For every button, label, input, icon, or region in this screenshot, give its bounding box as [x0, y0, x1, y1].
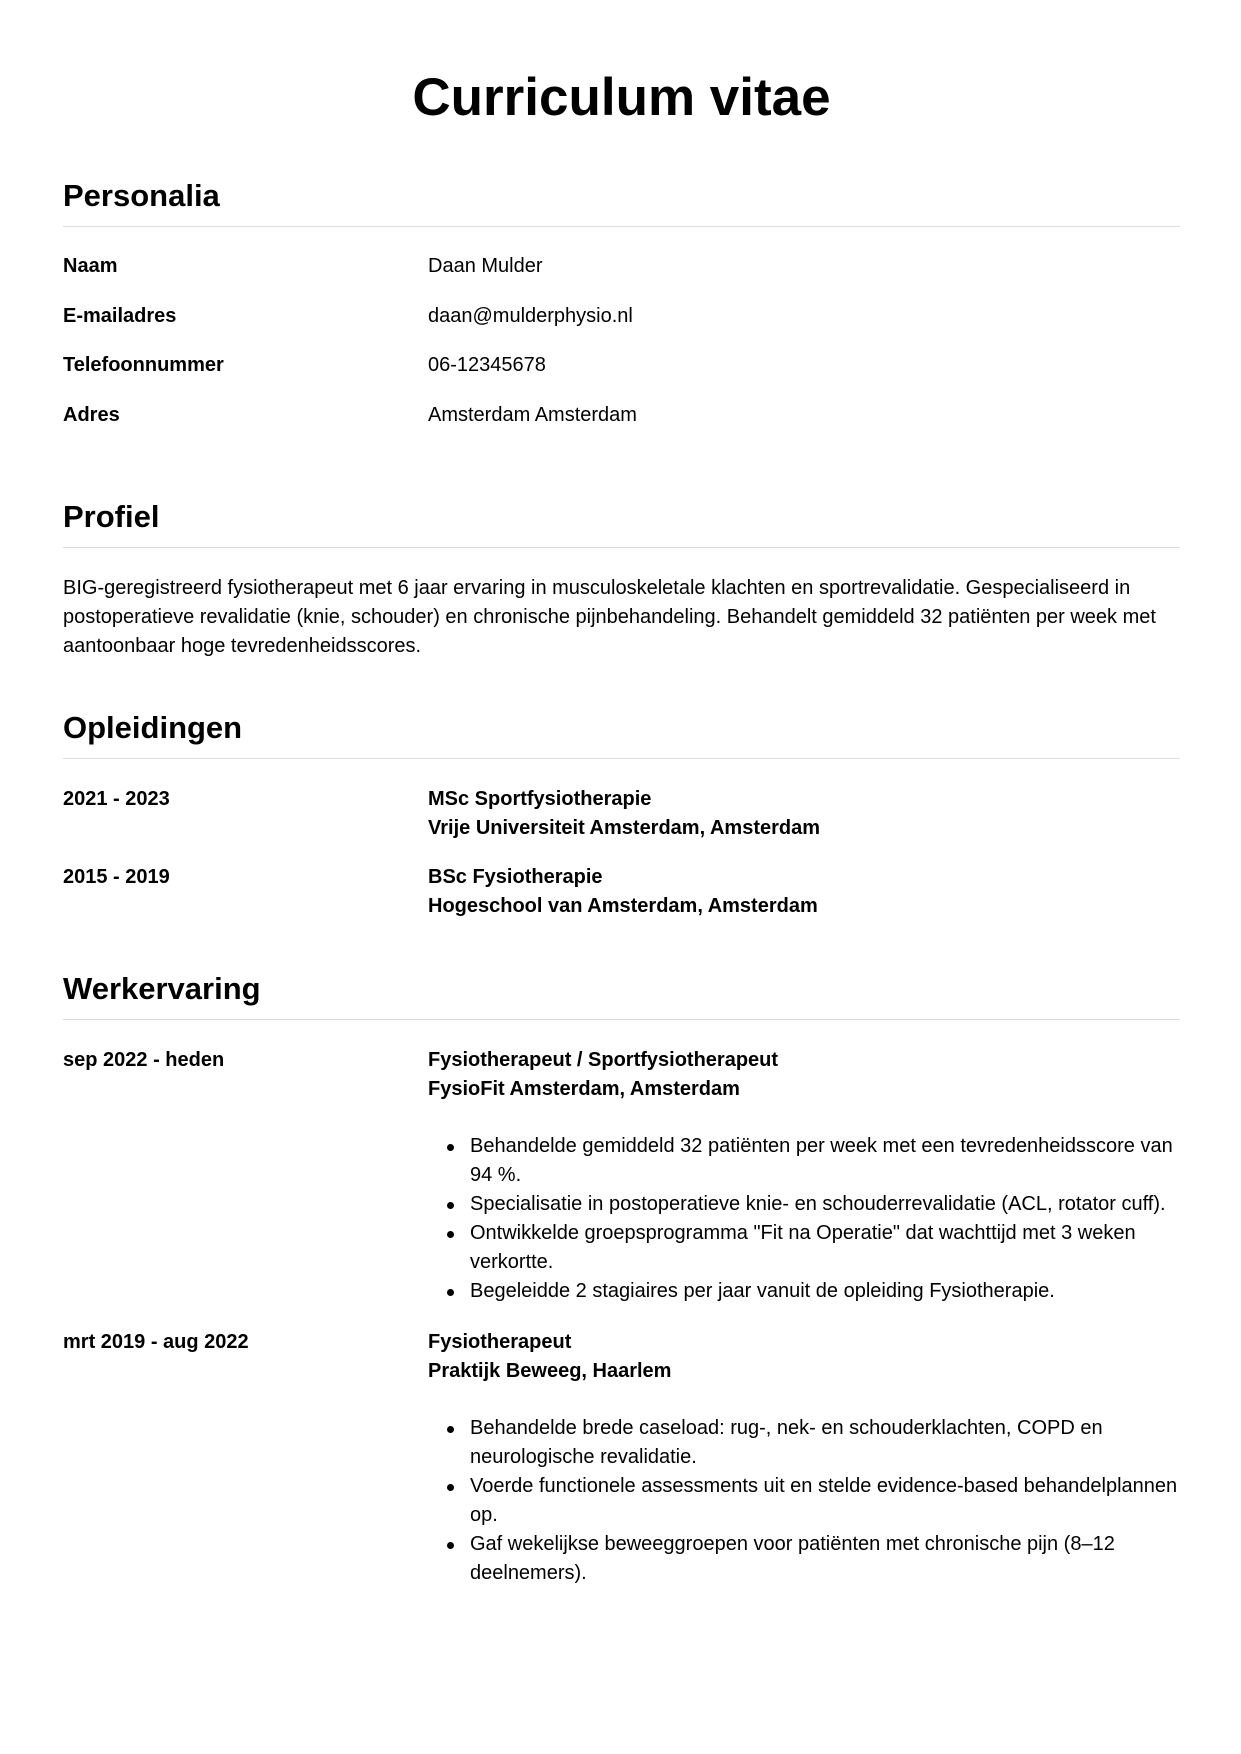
education-item: [63, 785, 1180, 843]
education-period: 2021 - 2023: [63, 788, 170, 810]
personalia-row-name: [63, 252, 1180, 302]
job-bullet-list: [428, 1414, 1180, 1588]
address-value: Amsterdam Amsterdam: [428, 403, 637, 426]
job-role: Fysiotherapeut: [428, 1331, 572, 1353]
job-details: [428, 1046, 1180, 1306]
personalia-row-phone: [63, 351, 1180, 401]
education-details: [428, 785, 1180, 843]
education-degree: MSc Sportfysiotherapie: [428, 788, 652, 810]
email-value: daan@mulderphysio.nl: [428, 304, 633, 327]
job-bullet-list: [428, 1132, 1180, 1306]
education-item: [63, 863, 1180, 921]
email-label: E-mailadres: [63, 304, 177, 327]
job-bullet: Behandelde gemiddeld 32 patiënten per week met een tevredenheidsscore van 94 %.: [470, 1132, 1180, 1190]
job-bullet: Begeleidde 2 stagiaires per jaar vanuit de opleiding Fysiotherapie.: [470, 1277, 1180, 1306]
personalia-row-address: [63, 401, 1180, 451]
job-period: sep 2022 - heden: [63, 1049, 225, 1071]
job-bullet: Voerde functionele assessments uit en stelde evidence-based behandelplannen op.: [470, 1472, 1180, 1530]
werkervaring-heading: Werkervaring: [63, 969, 1180, 1020]
profiel-heading: Profiel: [63, 497, 1180, 548]
job-bullet: Behandelde brede caseload: rug-, nek- en schouderklachten, COPD en neurologische revalidatie.: [470, 1414, 1180, 1472]
document-title: Curriculum vitae: [412, 68, 831, 127]
name-value: Daan Mulder: [428, 255, 543, 277]
education-institution: Hogeschool van Amsterdam, Amsterdam: [428, 895, 818, 917]
personalia-heading: Personalia: [63, 176, 1180, 227]
address-label: Adres: [63, 403, 120, 426]
werkervaring-list: [63, 1046, 1180, 1588]
job-employer: Praktijk Beweeg, Haarlem: [428, 1360, 672, 1382]
opleidingen-section: [63, 708, 1180, 941]
phone-label: Telefoonnummer: [63, 354, 224, 376]
job-item: [63, 1046, 1180, 1306]
phone-value: 06-12345678: [428, 354, 546, 376]
job-item: [63, 1328, 1180, 1588]
profiel-section: [63, 497, 1180, 661]
opleidingen-heading: Opleidingen: [63, 708, 1180, 759]
job-bullet: Specialisatie in postoperatieve knie- en schouderrevalidatie (ACL, rotator cuff).: [470, 1190, 1180, 1219]
education-degree: BSc Fysiotherapie: [428, 866, 603, 888]
personalia-list: [63, 252, 1180, 450]
education-institution: Vrije Universiteit Amsterdam, Amsterdam: [428, 817, 821, 839]
personalia-section: [63, 176, 1180, 450]
personalia-row-email: [63, 302, 1180, 352]
job-role: Fysiotherapeut / Sportfysiotherapeut: [428, 1049, 779, 1071]
education-period: 2015 - 2019: [63, 866, 170, 888]
opleidingen-list: [63, 785, 1180, 921]
job-bullet: Gaf wekelijkse beweeggroepen voor patiënten met chronische pijn (8–12 deelnemers).: [470, 1530, 1180, 1588]
name-label: Naam: [63, 255, 118, 277]
education-details: [428, 863, 1180, 921]
job-details: [428, 1328, 1180, 1588]
job-period: mrt 2019 - aug 2022: [63, 1331, 249, 1353]
job-employer: FysioFit Amsterdam, Amsterdam: [428, 1078, 740, 1100]
werkervaring-section: [63, 969, 1180, 1610]
job-bullet: Ontwikkelde groepsprogramma "Fit na Operatie" dat wachttijd met 3 weken verkortte.: [470, 1219, 1180, 1277]
profiel-text: BIG-geregistreerd fysiotherapeut met 6 jaar ervaring in musculoskeletale klachten en sportrevalidatie. Gespecialiseerd in postoperatieve revalidatie (knie, schouder) en chronische pijnbehandeling. Behandelt gemiddeld 32 patiënten per week met aantoonbaar hoge tevredenheidsscores.: [63, 577, 1156, 657]
